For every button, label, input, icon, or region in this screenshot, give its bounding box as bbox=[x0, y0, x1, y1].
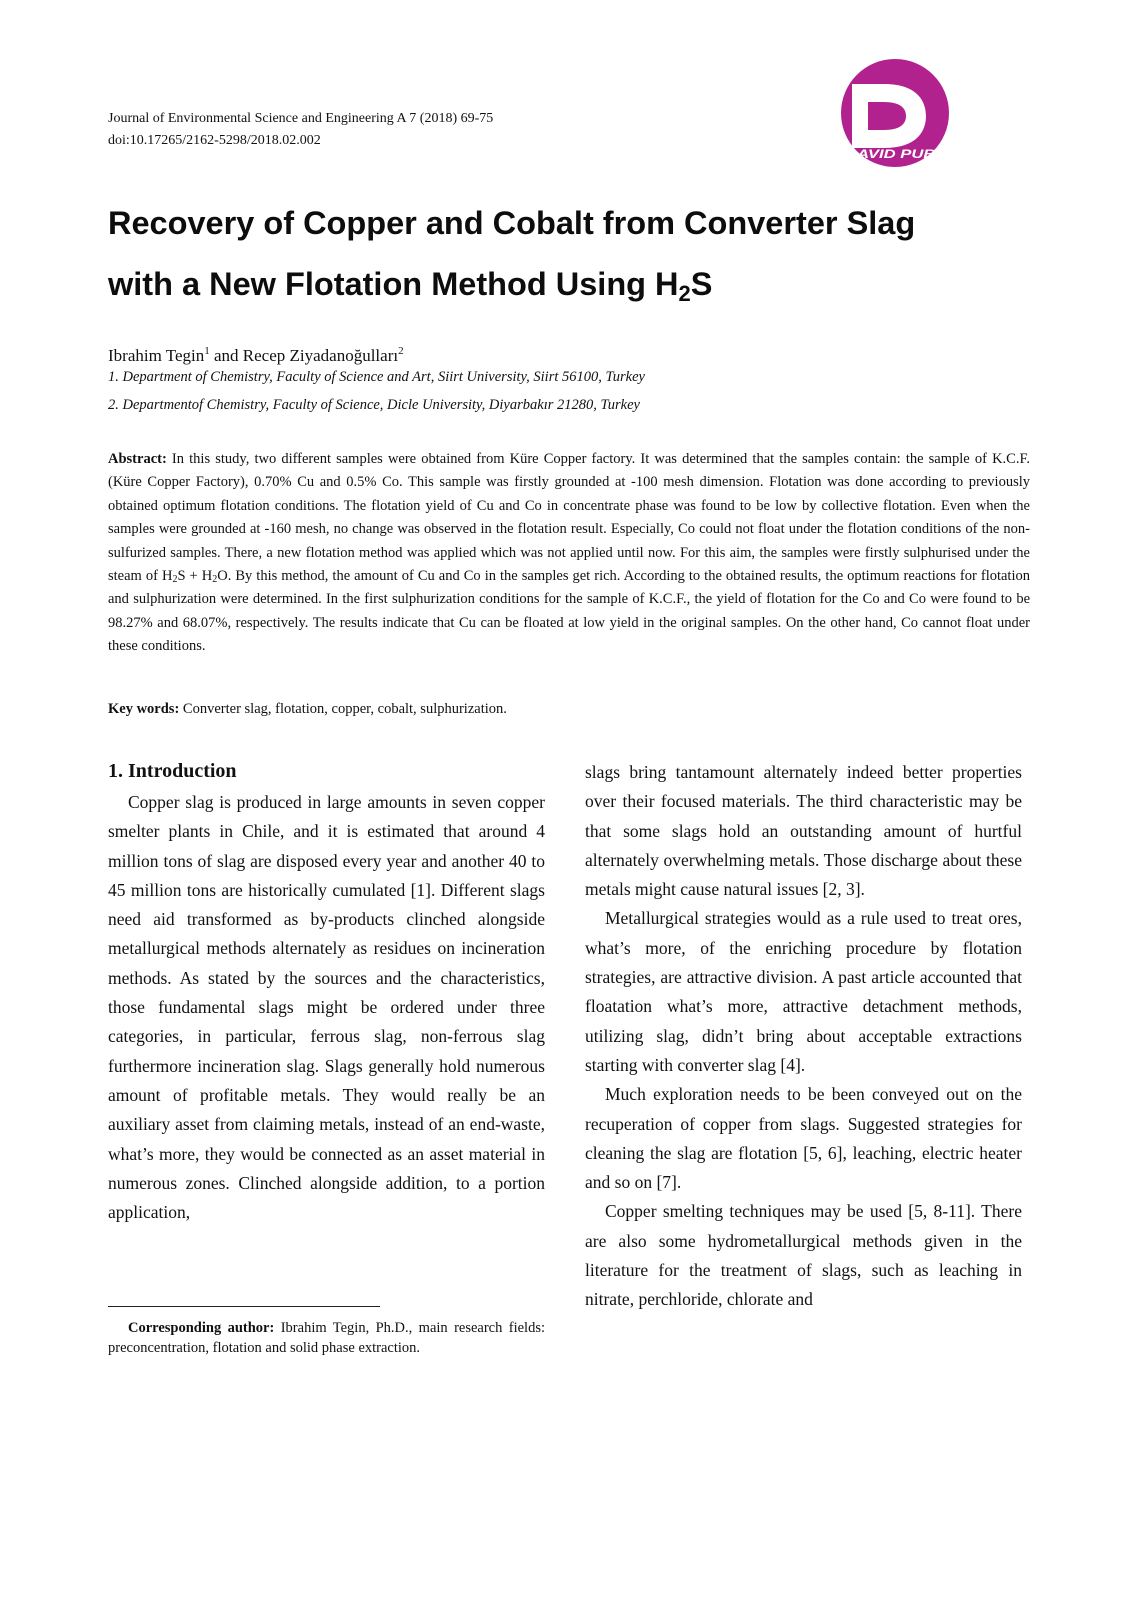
paragraph: Copper smelting techniques may be used [5, 8-11]. There are also some hydrometallurgical methods given in the literature for the treatment of slags, such as leaching in nitrate, perchloride, chlorate and bbox=[585, 1201, 1022, 1310]
author-list: Ibrahim Tegin$^1$ and Recep Ziyadanoğulları$^2$ bbox=[108, 345, 404, 365]
keywords-label: Key words: bbox=[108, 701, 180, 717]
journal-citation: Journal of Environmental Science and Engineering A 7 (2018) 69-75 bbox=[108, 111, 494, 126]
abstract: Abstract: In this study, two different samples were obtained from Küre Copper factory. It was determined that the samples contain: the sample of K.C.F. (Küre Copper Factory), 0.70% Cu and 0.5% Co. This sample was firstly grounded at -100 mesh dimension. Flotation was done according to previously obtained optimum flotation conditions. The flotation yield of Cu and Co in concentrate phase was found to be low by collective flotation. Even when the samples were grounded at -160 mesh, no change was observed in the flotation result. Especially, Co could not float under the flotation conditions of the non-sulfurized samples. There, a new flotation method was applied which was not applied until now. For this aim, the samples were firstly sulphurised under the steam of $H_2S + H_2O$. By this method, the amount of Cu and Co in the samples get rich. According to the obtained results, the optimum reactions for flotation and sulphurization were determined. In the first sulphurization conditions for the sample of K.C.F., the yield of flotation for the Co and Co were found to be 98.27% and 68.07%, respectively. The results indicate that Cu can be floated at low yield in the original samples. On the other hand, Co cannot float under these conditions. bbox=[108, 451, 1030, 655]
title-line-2: with a New Flotation Method Using $H_2S$ bbox=[108, 266, 713, 306]
abstract-label: Abstract: bbox=[108, 451, 167, 467]
journal-header bbox=[108, 108, 493, 152]
paragraph: Metallurgical strategies would as a rule used to treat ores, what’s more, of the enriching procedure by flotation strategies, are attractive division. A past article accounted that floatation what’s more, attractive detachment methods, utilizing slag, didn’t bring about acceptable extractions starting with converter slag [4]. bbox=[585, 908, 1022, 1075]
title-line-1: Recovery of Copper and Cobalt from Converter Slag bbox=[108, 205, 916, 241]
footnote: Corresponding author: Ibrahim Tegin, Ph.D., main research fields: preconcentration, flotation and solid phase extraction. bbox=[108, 1320, 546, 1356]
footnote-divider bbox=[108, 1306, 380, 1307]
doi: doi:10.17265/2162-5298/2018.02.002 bbox=[108, 133, 321, 148]
paragraph: Much exploration needs to be been conveyed out on the recuperation of copper from slags. Suggested strategies for cleaning the slag are flotation [5, 6], leaching, electric heater and so on [7]. bbox=[585, 1084, 1022, 1193]
paragraph: slags bring tantamount alternately indeed better properties over their focused materials. The third characteristic may be that some slags hold an outstanding amount of hurtful alternately overwhelming metals. Those discharge about these metals might cause natural issues [2, 3]. bbox=[585, 762, 1022, 900]
right-column bbox=[585, 758, 1022, 1315]
affiliation-2: 2. Departmentof Chemistry, Faculty of Science, Dicle University, Diyarbakır 21280, Turkey bbox=[108, 397, 640, 413]
article-title bbox=[108, 193, 1048, 315]
author-name: Ibrahim Tegin bbox=[108, 346, 205, 365]
affiliation-1: 1. Department of Chemistry, Faculty of Science and Art, Siirt University, Siirt 56100, Turkey bbox=[108, 369, 645, 385]
keywords: Key words: Converter slag, flotation, copper, cobalt, sulphurization. bbox=[108, 701, 507, 717]
footnote-label: Corresponding author: bbox=[128, 1320, 275, 1336]
david-publishing-logo bbox=[828, 58, 1028, 170]
section-heading: 1. Introduction bbox=[108, 760, 237, 782]
left-column bbox=[108, 788, 545, 1227]
logo-text: DAVID PUBLISHING bbox=[845, 149, 1004, 161]
paragraph: Copper slag is produced in large amounts in seven copper smelter plants in Chile, and it is estimated that around 4 million tons of slag are disposed every year and another 40 to 45 million tons are historically cumulated [1]. Different slags need aid transformed as by-products clinched alongside metallurgical methods alternately as residues on incineration methods. As stated by the sources and the characteristics, those fundamental slags might be ordered under three categories, in particular, ferrous slag, non-ferrous slag furthermore incineration slag. Slags generally hold numerous amount of profitable metals. They would really be an auxiliary asset from claiming metals, instead of an end-waste, what’s more, they would be connected as an asset material in numerous zones. Clinched alongside addition, to a portion application, bbox=[108, 792, 545, 1223]
author-name: Recep Ziyadanoğulları bbox=[242, 346, 399, 365]
